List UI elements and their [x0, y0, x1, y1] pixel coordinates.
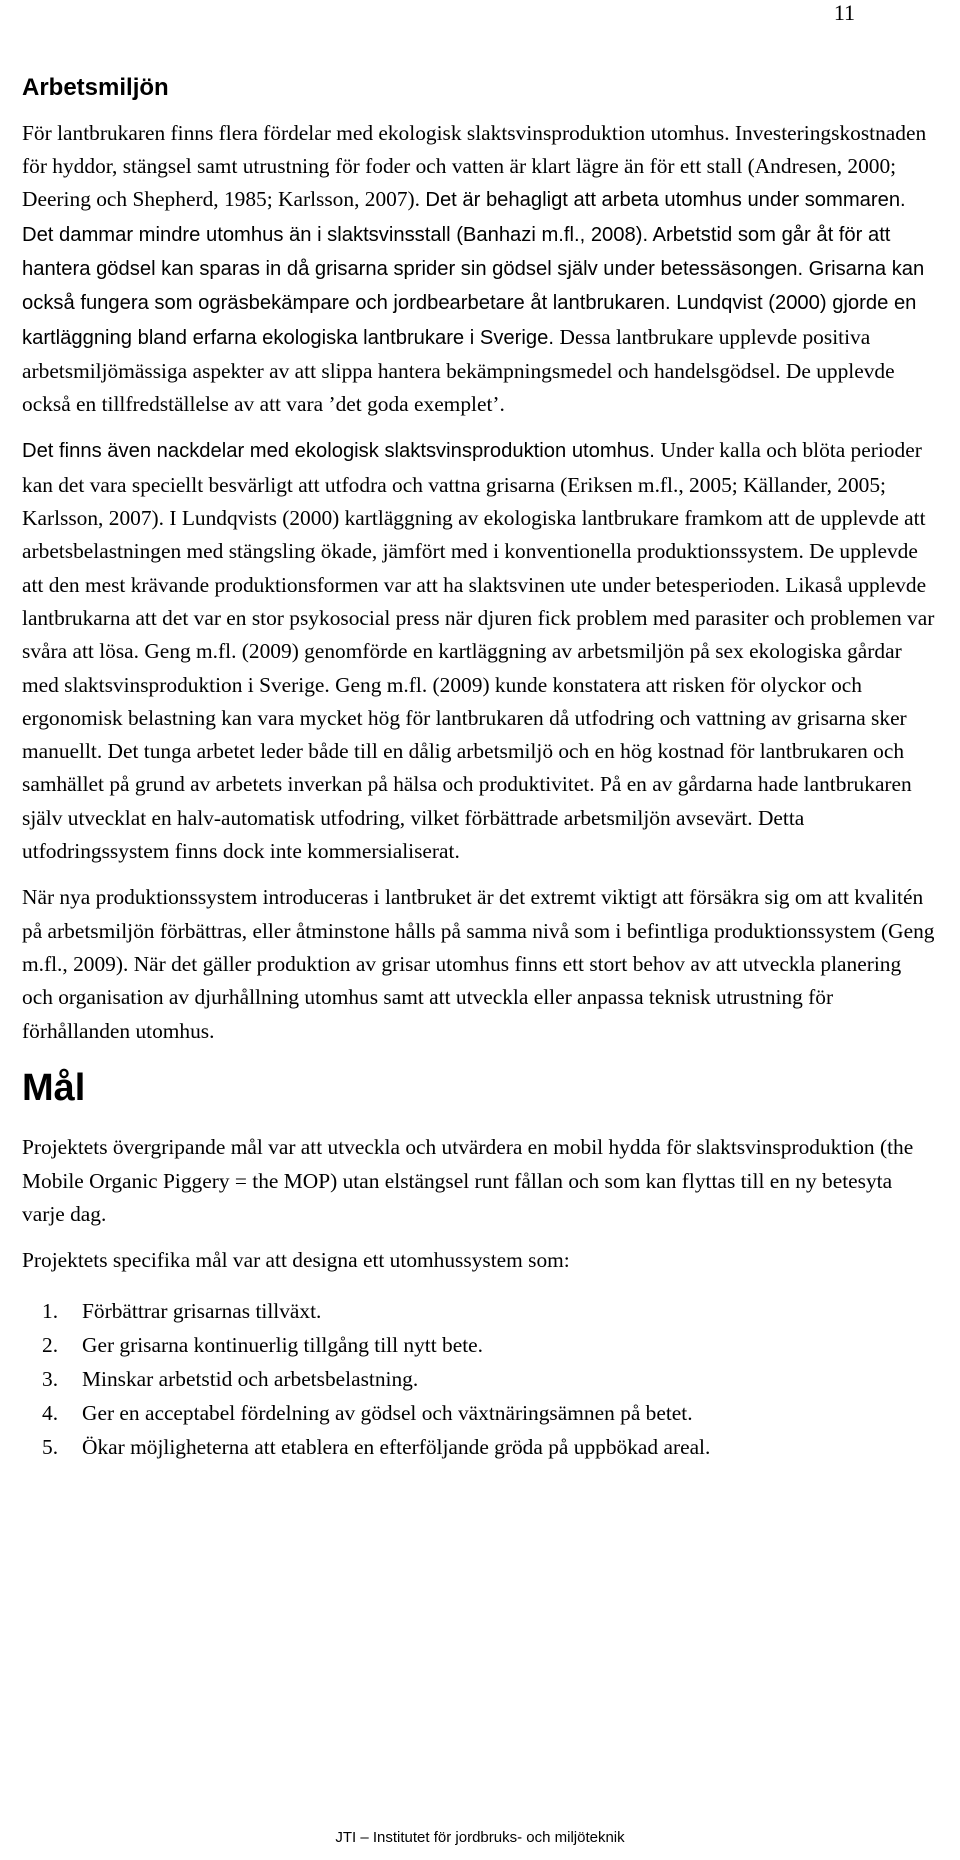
paragraph-nya-system: När nya produktionssystem introduceras i lantbruket är det extremt viktigt att försäkra sig om att kvalitén på arbetsmiljön förbättras, eller åtminstone hålls på samma nivå som i befintliga produktionssystem (Geng m.fl., 2009). När det gäller produktion av grisar utomhus finns ett stort behov av att utveckla planering och organisation av djurhållning utomhus samt att utveckla eller anpassa teknisk utrustning för förhållanden utomhus.	[22, 885, 935, 1043]
paragraph-text: Det är behagligt att arbeta utomhus under sommaren. Det dammar mindre utomhus än i slaktsvinsstall (Banhazi m.fl., 2008). Arbetstid som går åt för att hantera gödsel kan sparas in då grisarna sprider sin gödsel själv under betessäsongen. Grisarna kan också fungera som ogräsbekämpare och jordbearbetare åt lantbrukaren. Lundqvist (2000) gjorde en kartläggning bland erfarna ekologiska lantbrukare i Sverige.	[22, 189, 925, 349]
paragraph-text: Under kalla och blöta perioder kan det vara speciellt besvärligt att utfodra och vattna grisarna (Eriksen m.fl., 2005; Källander, 2005; Karlsson, 2007). I Lundqvists (2000) kartläggning av ekologiska lantbrukare framkom att de upplevde att arbetsbelastningen med stängsling ökade, jämfört med i konventionella produktionssystem. De upplevde att den mest krävande produktionsformen var att ha slaktsvinen ute under betesperioden. Likaså upplevde lantbrukarna att det var en stor psykosocial press när djuren fick problem med parasiter och problemen var svåra att lösa. Geng m.fl. (2009) genomförde en kartläggning av arbetsmiljön på sex ekologiska gårdar med slaktsvinsproduktion i Sverige. Geng m.fl. (2009) kunde konstatera att risken för olyckor och ergonomisk belastning kan vara mycket hög för lantbrukaren då utfodring och vattning av grisarna sker manuellt. Det tunga arbetet leder både till en dålig arbetsmiljö och en hög kostnad för lantbrukaren och samhället på grund av arbetets inverkan på hälsa och produktivitet. På en av gårdarna hade lantbrukaren själv utvecklat en halv-automatisk utfodring, vilket förbättrade arbetsmiljön avsevärt. Detta utfodringssystem finns dock inte kommersialiserat.	[22, 438, 935, 864]
goals-list	[22, 1294, 937, 1464]
list-item: 3. Minskar arbetstid och arbetsbelastning.	[42, 1366, 419, 1391]
paragraph-specifika-mal: Projektets specifika mål var att designa ett utomhussystem som:	[22, 1248, 570, 1273]
list-item: 5. Ökar möjligheterna att etablera en efterföljande gröda på uppbökad areal.	[42, 1434, 711, 1459]
section-title-arbetsmiljon: Arbetsmiljön	[22, 74, 169, 101]
paragraph-fordelar	[22, 117, 937, 422]
list-item: 4. Ger en acceptabel fördelning av gödsel och växtnäringsämnen på betet.	[42, 1400, 693, 1425]
paragraph-text: För lantbrukaren finns flera fördelar med ekologisk slaktsvinsproduktion utomhus. Investeringskostnaden för hyddor, stängsel samt utrustning för foder och vatten är klart lägre än för ett stall (Andresen, 2000; Deering och Shepherd, 1985; Karlsson, 2007).	[22, 120, 927, 212]
document-body	[22, 62, 937, 1464]
page-number: 11	[833, 0, 855, 25]
section-title-mal: Mål	[22, 1066, 86, 1109]
list-item: 1. Förbättrar grisarnas tillväxt.	[42, 1298, 322, 1323]
paragraph-nackdelar	[22, 434, 937, 868]
paragraph-text: Dessa lantbrukare upplevde positiva arbetsmiljömässiga aspekter av att slippa hantera bekämpningsmedel och handelsgödsel. De upplevde också en tillfredställelse av att vara ’det goda exemplet’.	[22, 324, 895, 417]
list-item: 2. Ger grisarna kontinuerlig tillgång till nytt bete.	[42, 1332, 483, 1357]
paragraph-overgripande-mal: Projektets övergripande mål var att utveckla och utvärdera en mobil hydda för slaktsvinsproduktion (the Mobile Organic Piggery = the MOP) utan elstängsel runt fållan och som kan flyttas till en ny betesyta varje dag.	[22, 1135, 914, 1226]
paragraph-text: Det finns även nackdelar med ekologisk slaktsvinsproduktion utomhus.	[22, 440, 661, 463]
page-footer: JTI – Institutet för jordbruks- och miljöteknik	[335, 1829, 625, 1846]
